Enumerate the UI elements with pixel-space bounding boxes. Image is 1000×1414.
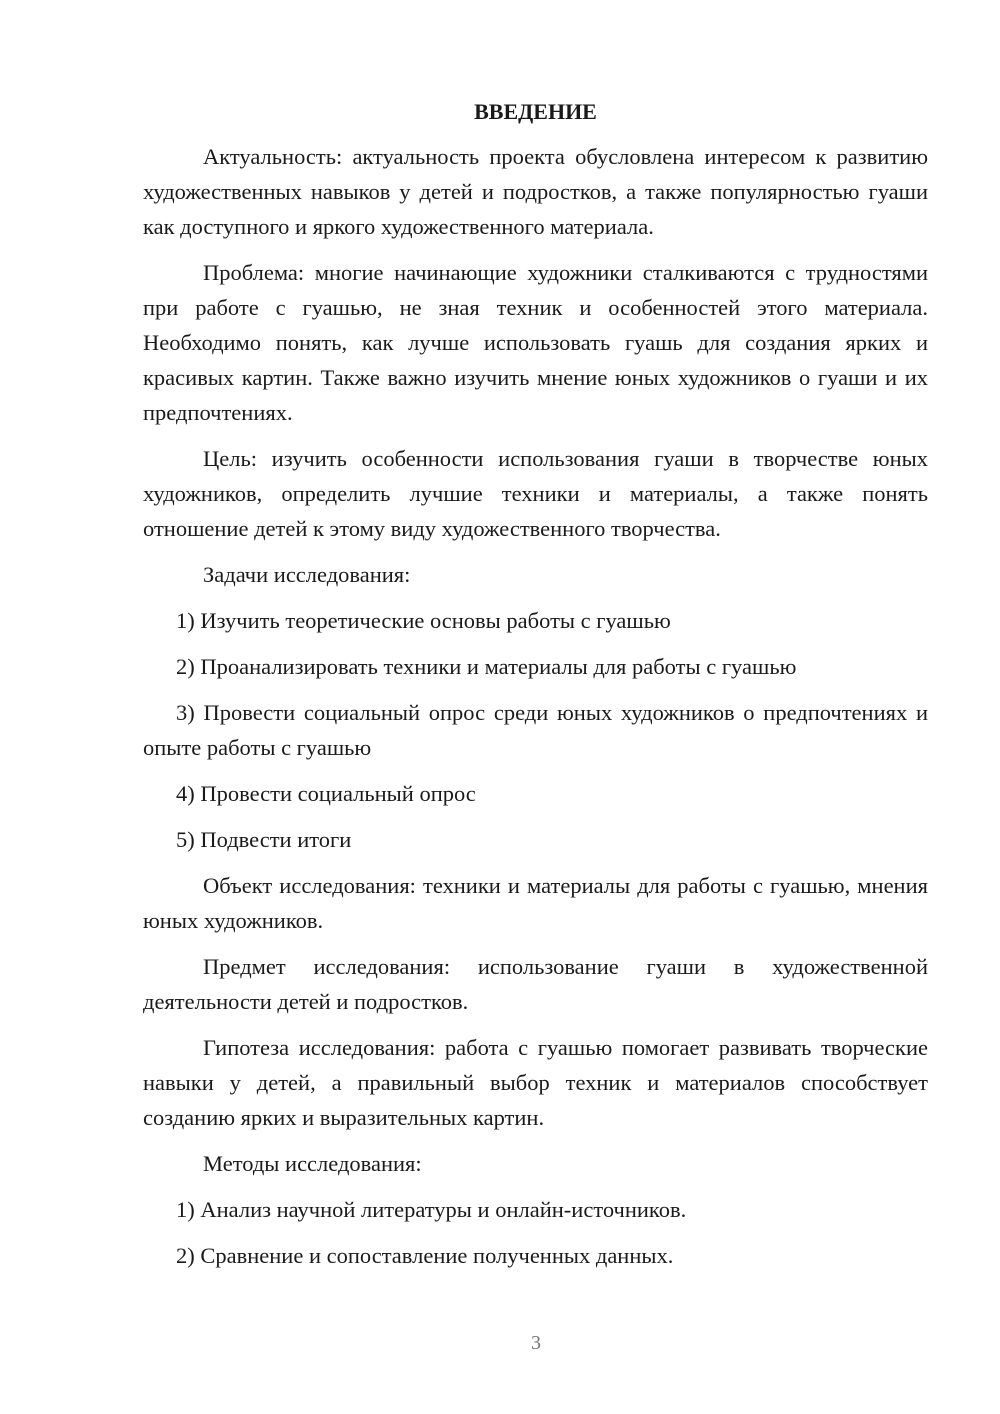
page-number: 3 <box>531 1332 541 1354</box>
problem-paragraph: Проблема: многие начинающие художники сталкиваются с трудностями при работе с гуашью, не зная техник и особенностей этого материала. Необходимо понять, как лучше использовать гуашь для создания ярких и красивых картин. Также важно изучить мнение юных художников о гуаши и их предпочтениях. <box>143 260 928 425</box>
object-paragraph: Объект исследования: техники и материалы для работы с гуашью, мнения юных художников. <box>143 873 928 933</box>
actuality-paragraph: Актуальность: актуальность проекта обусловлена интересом к развитию художественных навыков у детей и подростков, а также популярностью гуаши как доступного и яркого художественного материала. <box>143 144 928 239</box>
page-title: ВВЕДЕНИЕ <box>474 99 597 124</box>
method-item: 2) Сравнение и сопоставление полученных данных. <box>176 1243 674 1268</box>
task-item: 3) Провести социальный опрос среди юных художников о предпочтениях и опыте работы с гуашью <box>143 700 928 760</box>
method-item: 1) Анализ научной литературы и онлайн-источников. <box>176 1197 687 1222</box>
page-content <box>143 96 928 1284</box>
task-item: 1) Изучить теоретические основы работы с гуашью <box>176 608 671 633</box>
hypothesis-paragraph: Гипотеза исследования: работа с гуашью помогает развивать творческие навыки у детей, а правильный выбор техник и материалов способствует созданию ярких и выразительных картин. <box>143 1035 928 1130</box>
tasks-heading: Задачи исследования: <box>203 562 411 587</box>
methods-heading: Методы исследования: <box>203 1151 422 1176</box>
subject-paragraph: Предмет исследования: использование гуаши в художественной деятельности детей и подростков. <box>143 954 928 1014</box>
task-item: 4) Провести социальный опрос <box>176 781 476 806</box>
task-item: 5) Подвести итоги <box>176 827 352 852</box>
task-item: 2) Проанализировать техники и материалы для работы с гуашью <box>176 654 797 679</box>
goal-paragraph: Цель: изучить особенности использования гуаши в творчестве юных художников, определить лучшие техники и материалы, а также понять отношение детей к этому виду художественного творчества. <box>143 446 928 541</box>
